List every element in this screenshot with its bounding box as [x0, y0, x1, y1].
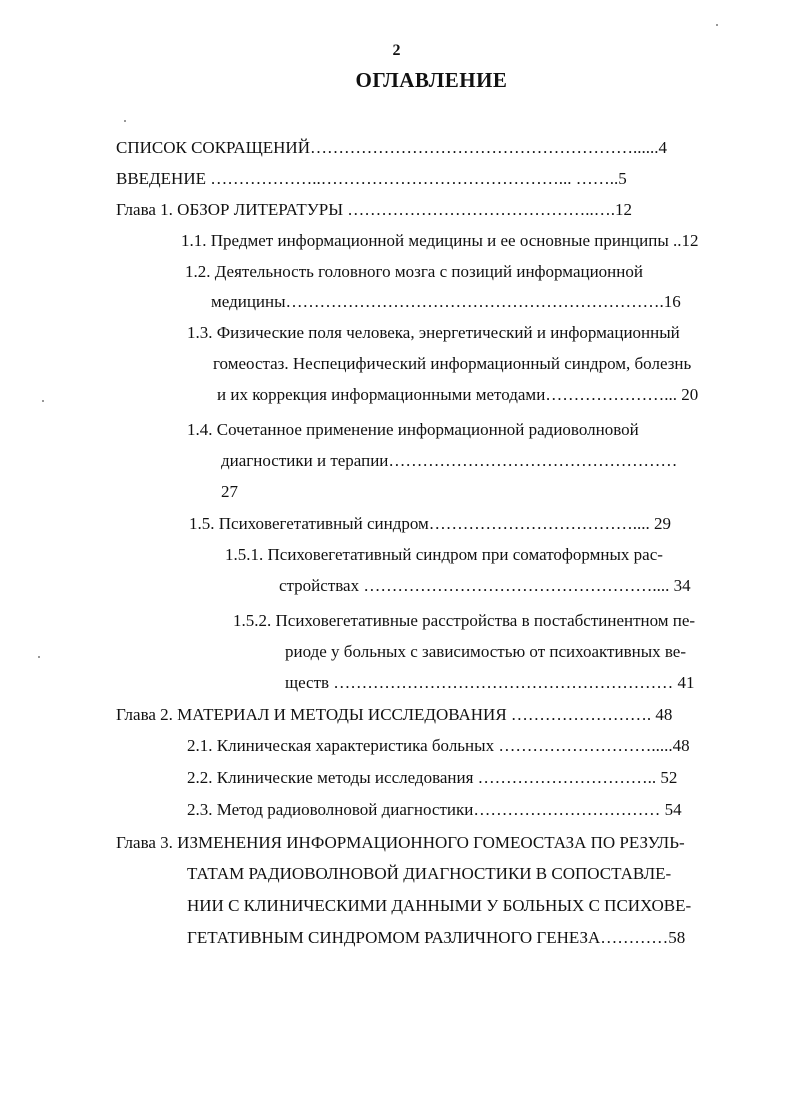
toc-line: ществ …………………………………………………… 41 [285, 673, 695, 692]
toc-line: 27 [221, 482, 238, 501]
toc-line: Глава 1. ОБЗОР ЛИТЕРАТУРЫ ……………………………………..….12 [116, 200, 633, 219]
toc-line: ВВЕДЕНИЕ ………………..……………………………………... ……..5 [116, 169, 627, 188]
toc-line: 1.5.1. Психовегетативный синдром при соматоформных рас- [225, 545, 663, 564]
toc-line: 1.2. Деятельность головного мозга с позиций информационной [185, 262, 643, 281]
toc-line: риоде у больных с зависимостью от психоактивных ве- [285, 642, 687, 661]
toc-line: ГЕТАТИВНЫМ СИНДРОМОМ РАЗЛИЧНОГО ГЕНЕЗА…………58 [187, 928, 686, 947]
scan-speck [124, 120, 126, 122]
toc-line: 1.3. Физические поля человека, энергетический и информационный [187, 323, 680, 342]
page-number: 2 [392, 42, 401, 59]
toc-line: 1.4. Сочетанное применение информационной радиоволновой [187, 420, 639, 439]
toc-line: ТАТАМ РАДИОВОЛНОВОЙ ДИАГНОСТИКИ В СОПОСТАВЛЕ- [187, 864, 672, 883]
toc-line: медицины………………………………………………………….16 [211, 292, 681, 311]
page-title: ОГЛАВЛЕНИЕ [355, 68, 508, 92]
toc-line: и их коррекция информационными методами…………………... 20 [217, 385, 699, 404]
scan-speck [716, 24, 718, 26]
toc-line: 2.2. Клинические методы исследования ………………………….. 52 [187, 768, 678, 787]
toc-line: 2.3. Метод радиоволновой диагностики…………………………… 54 [187, 800, 682, 819]
scan-speck [42, 400, 44, 402]
toc-line: 1.1. Предмет информационной медицины и ее основные принципы ..12 [181, 231, 699, 250]
toc-line: Глава 3. ИЗМЕНЕНИЯ ИНФОРМАЦИОННОГО ГОМЕОСТАЗА ПО РЕЗУЛЬ- [116, 833, 685, 852]
toc-line: диагностики и терапии…………………………………………… [221, 451, 678, 470]
toc-line: гомеостаз. Неспецифический информационный синдром, болезнь [213, 354, 692, 373]
toc-line: СПИСОК СОКРАЩЕНИЙ…………………………………………………......4 [116, 138, 667, 157]
toc-line: 2.1. Клиническая характеристика больных ……………………….....48 [187, 736, 690, 755]
toc-line: 1.5.2. Психовегетативные расстройства в постабстинентном пе- [233, 611, 696, 630]
toc-line: 1.5. Психовегетативный синдром……………………………….... 29 [189, 514, 672, 533]
scan-speck [38, 656, 40, 658]
toc-line: НИИ С КЛИНИЧЕСКИМИ ДАННЫМИ У БОЛЬНЫХ С ПСИХОВЕ- [187, 896, 692, 915]
toc-line: Глава 2. МАТЕРИАЛ И МЕТОДЫ ИССЛЕДОВАНИЯ ……………………. 48 [116, 705, 673, 724]
toc-line: стройствах …………………………………………….... 34 [279, 576, 691, 595]
